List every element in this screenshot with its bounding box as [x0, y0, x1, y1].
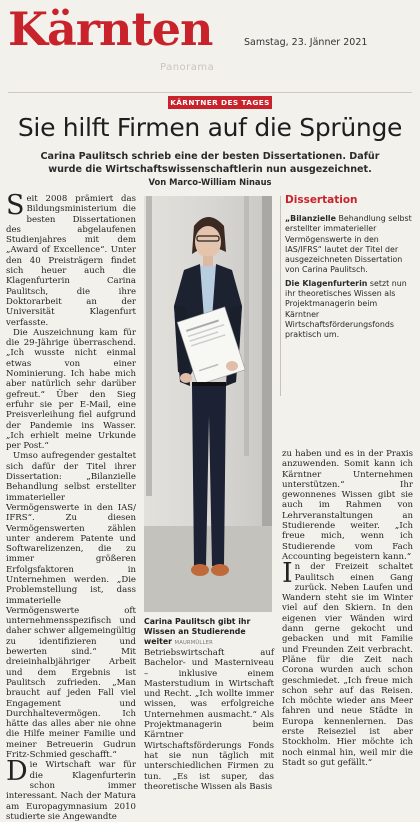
- article-standfirst: Carina Paulitsch schrieb eine der besten Dissertationen. Dafür wurde die Wirtschaftswissenschaftlerin nun ausgezeichnet.: [40, 151, 380, 175]
- paragraph: zu haben und es in der Praxis anzuwenden. Somit kann ich Kärntner Unternehmen unterstützen.“ Ihr gewonnenes Wissen gibt sie auch im Rahmen von Lehrveranstaltungen an Studierende weiter. „Ich freue mich, wenn ich Studierende vom Fach Accounting begeistern kann.“: [282, 449, 413, 562]
- sidebar-lead: „Bilanzielle: [285, 214, 336, 223]
- show-through-text: Panorama: [160, 62, 215, 73]
- paragraph: Betriebswirtschaft auf Bachelor- und Masterniveau – inklusive einem Masterstudium in Wirtschaft und Recht. „Ich wollte immer wissen, was erfolgreiche Unternehmen ausmacht.“ Als Projektmanagerin beim Kärntner Wirtschaftsförderungs Fonds hat sie nun täglich mit unterschiedlichen Firmen zu tun. „Es ist super, das theoretische Wissen als Basis: [144, 648, 274, 792]
- paragraph: [282, 558, 413, 768]
- photo-caption: [144, 617, 272, 648]
- paragraph: Die Auszeichnung kam für die 29-Jährige überraschend. „Ich wusste nicht einmal etwas von einer Nominierung. Ich habe mich aber natürlich sehr darüber gefreut.“ Über den Sieg erfuhr sie per E-Mail, eine Preisverleihung fiel aufgrund der Pandemie ins Wasser. „Ich erhielt meine Urkunde per Post.“: [6, 327, 136, 452]
- portrait-illustration: [144, 196, 272, 612]
- paragraph: [6, 756, 136, 822]
- sidebar-paragraph: [285, 279, 413, 341]
- header-divider: [8, 92, 412, 93]
- paragraph: [6, 190, 136, 328]
- paragraph: Umso aufregender gestaltet sich dafür der Titel ihrer Dissertation: „Bilanzielle Behandlung selbst erstellter immaterieller Vermögenswerte in den IAS/ IFRS“. Zu diesen Vermögenswerten zählen unter anderem Patente und Softwarelizenzen, die zu immer größeren Erfolgsfaktoren in Unternehmen werden. „Die Problemstellung ist, dass immaterielle Vermögenswerte oft unternehmensspezifisch und daher schwer allgemeingültig zu identifizieren und bewerten sind.“ Mit dreieinhalbjähriger Arbeit und dem Ergebnis ist Paulitsch zufrieden. „Man braucht auf jeden Fall viel Engagement und Durchhaltevermögen. Ich hätte das alles aber nie ohne die Hilfe meiner Familie und meiner Betreuerin Gudrun Fritz-Schmied geschafft.“: [6, 451, 136, 761]
- drop-cap: S: [6, 190, 25, 221]
- sidebar-text: setzt nun ihr theoretisches Wissen als Projektmanagerin beim Kärntner Wirtschaftsförderungsfonds praktisch um.: [285, 278, 407, 340]
- sidebar-title: Dissertation: [285, 194, 358, 206]
- article-byline: Von Marco-William Ninaus: [148, 177, 272, 187]
- article-column-middle: [144, 648, 274, 792]
- section-title: Kärnten: [8, 2, 213, 56]
- drop-cap: I: [282, 558, 293, 590]
- paragraph-text: n der Freizeit schaltet Paulitsch einen Gang zurück. Neben Laufen und Wandern steht sie im Winter viel auf den Skiern. In den eigenen vier Wänden wird dann gerne gekocht und gebacken und mit Familie und Freunden Zeit verbracht. Pläne für die Zeit nach Corona wurden auch schon geschmiedet. „Ich freue mich schon sehr auf das Reisen. Ich möchte wieder ans Meer fahren und neue Städte in Europa kennenlernen. Das erste Reiseziel ist aber Stockholm. Hier möchte ich noch einmal hin, weil mir die Stadt so gut gefällt.“: [282, 562, 413, 768]
- article-headline: Sie hilft Firmen auf die Sprünge: [17, 113, 403, 142]
- sidebar-text: Behandlung selbst erstellter immaterieller Vermögenswerte in den IAS/IFRS“ lautet der Titel der ausgezeichneten Dissertation von Carina Paulitsch.: [285, 214, 412, 275]
- portrait-photo: [144, 196, 272, 612]
- paragraph-text: eit 2008 prämiert das Bildungsministerium die besten Dissertationen des abgelaufenen Studienjahres mit dem „Award of Excellence“. Unter den 40 Preisträgern findet sich heuer auch die Klagenfurterin Carina Paulitsch, die ihre Doktorarbeit an der Universität Klagenfurt verfasste.: [6, 194, 136, 328]
- photo-credit: MAURMÜLLER: [174, 640, 213, 646]
- article-column-left: [6, 190, 136, 822]
- sidebar-divider: [280, 196, 281, 396]
- sidebar-lead: Die Klagenfurterin: [285, 278, 368, 288]
- caption-text: Carina Paulitsch gibt ihr Wissen an Studierende weiter: [144, 617, 251, 646]
- drop-cap: D: [6, 756, 28, 788]
- paragraph-text: ie Wirtschaft war für die Klagenfurterin schon immer interessant. Nach der Matura am Europagymnasium 2010 studierte sie Angewandte: [6, 760, 136, 822]
- sidebar-paragraph: [285, 214, 413, 276]
- article-column-right: [282, 449, 413, 768]
- sidebar-body: [285, 214, 413, 344]
- kicker-label: KÄRNTNER DES TAGES: [168, 96, 272, 109]
- issue-date: Samstag, 23. Jänner 2021: [244, 37, 368, 48]
